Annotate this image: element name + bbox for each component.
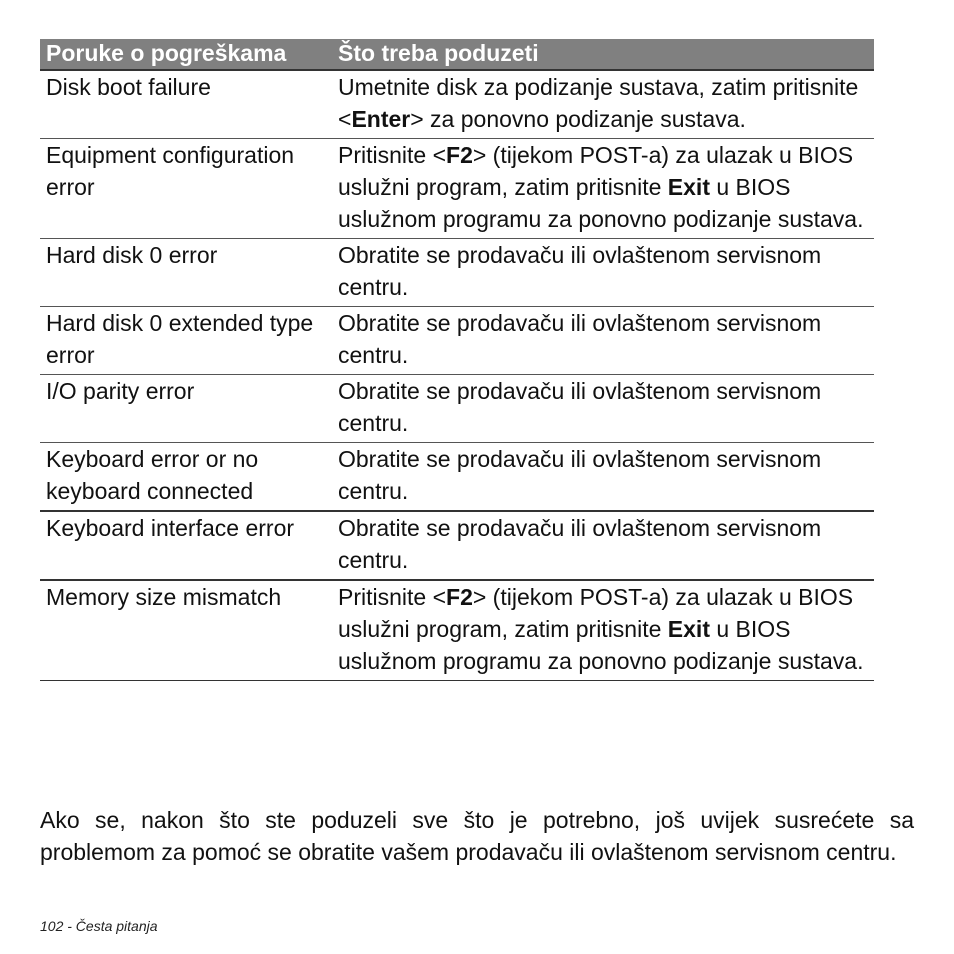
error-message-cell: Keyboard error or no keyboard connected	[40, 443, 332, 512]
error-message-cell: Keyboard interface error	[40, 511, 332, 580]
action-text: u BIOS uslužnom programu za ponovno podizanje sustava.	[338, 174, 864, 232]
error-message-cell: I/O parity error	[40, 375, 332, 443]
table-row	[40, 375, 874, 443]
action-cell: Obratite se prodavaču ili ovlaštenom servisnom centru.	[332, 375, 874, 443]
table-row	[40, 239, 874, 307]
table-row	[40, 580, 874, 681]
menu-option-name: Exit	[667, 174, 710, 200]
header-what-to-do: Što treba poduzeti	[332, 39, 874, 70]
table-row	[40, 443, 874, 512]
action-cell	[332, 580, 874, 681]
action-text: Pritisnite <	[338, 584, 447, 610]
error-message-cell: Disk boot failure	[40, 70, 332, 139]
action-text: Umetnite disk za podizanje sustava, zatim pritisnite <	[338, 74, 859, 132]
action-cell	[332, 139, 874, 239]
table-row	[40, 139, 874, 239]
action-text: Pritisnite <	[338, 142, 447, 168]
action-cell: Obratite se prodavaču ili ovlaštenom servisnom centru.	[332, 443, 874, 512]
page-footer: 102 - Česta pitanja	[40, 918, 158, 934]
error-message-cell: Hard disk 0 error	[40, 239, 332, 307]
key-name: F2	[446, 584, 473, 610]
action-text: > za ponovno podizanje sustava.	[410, 106, 746, 132]
action-text: > (tijekom POST-a) za ulazak u BIOS uslužni program, zatim pritisnite	[338, 584, 854, 642]
key-name: Enter	[351, 106, 411, 132]
action-cell: Obratite se prodavaču ili ovlaštenom servisnom centru.	[332, 307, 874, 375]
table-row	[40, 511, 874, 580]
menu-option-name: Exit	[667, 616, 710, 642]
key-name: F2	[446, 142, 473, 168]
error-messages-table	[40, 39, 874, 681]
header-error-messages: Poruke o pogreškama	[40, 39, 332, 70]
help-paragraph: Ako se, nakon što ste poduzeli sve što je potrebno, još uvijek susrećete sa problemom za pomoć se obratite vašem prodavaču ili ovlaštenom servisnom centru.	[40, 807, 914, 865]
error-message-cell: Memory size mismatch	[40, 580, 332, 681]
table-row	[40, 307, 874, 375]
action-text: u BIOS uslužnom programu za ponovno podizanje sustava.	[338, 616, 864, 674]
action-cell: Obratite se prodavaču ili ovlaštenom servisnom centru.	[332, 511, 874, 580]
table-header-row	[40, 39, 874, 70]
action-text: > (tijekom POST-a) za ulazak u BIOS uslužni program, zatim pritisnite	[338, 142, 854, 200]
table-row	[40, 70, 874, 139]
error-message-cell: Equipment configuration error	[40, 139, 332, 239]
action-cell: Obratite se prodavaču ili ovlaštenom servisnom centru.	[332, 239, 874, 307]
error-message-cell: Hard disk 0 extended type error	[40, 307, 332, 375]
action-cell	[332, 70, 874, 139]
